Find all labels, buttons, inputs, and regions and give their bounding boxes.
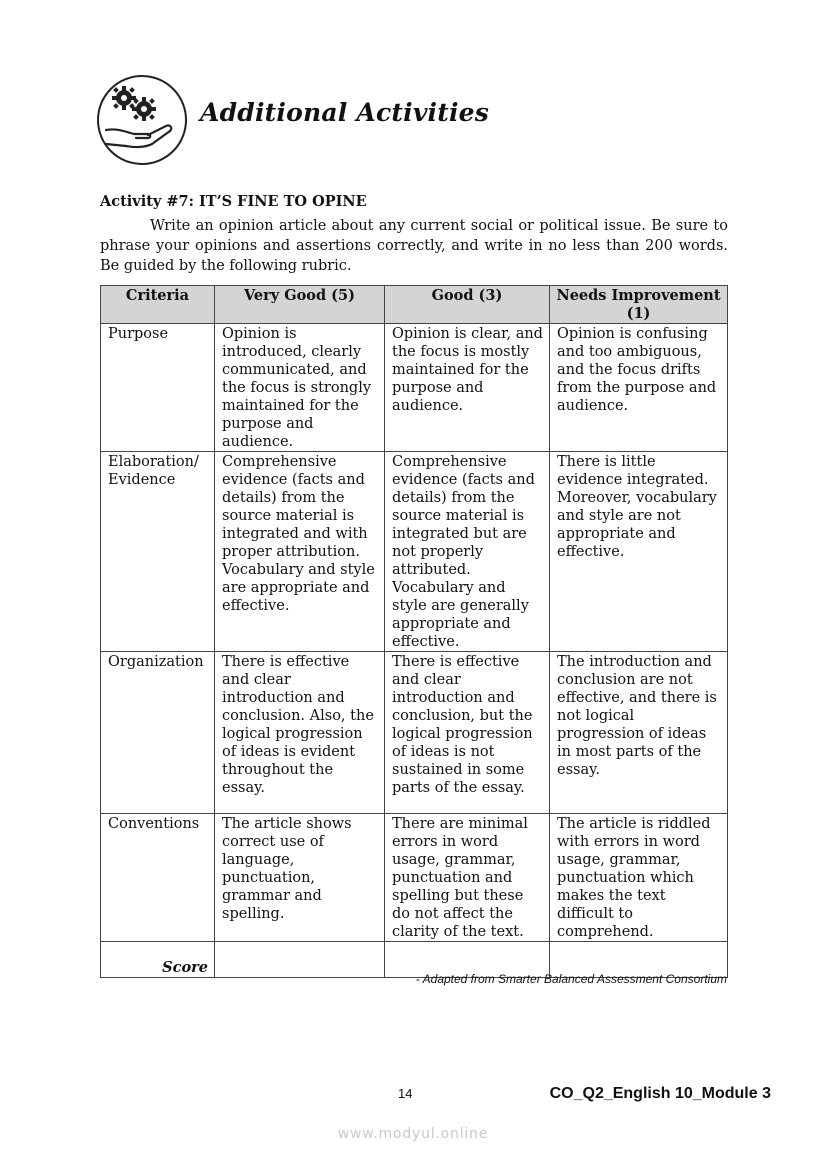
page-number: 14 — [398, 1086, 413, 1101]
activity-instructions — [100, 216, 728, 276]
very-good-cell: Opinion is introduced, clearly communicated, and the focus is strongly maintained for the purpose and audience. — [215, 324, 385, 452]
very-good-cell: There is effective and clear introduction and conclusion. Also, the logical progression of ideas is evident throughout the essay. — [215, 652, 385, 814]
rubric-table — [100, 285, 728, 978]
table-row — [101, 814, 728, 942]
score-very-good-cell[interactable] — [215, 942, 385, 978]
watermark: www.modyul.online — [337, 1126, 489, 1142]
criteria-cell: Conventions — [101, 814, 215, 942]
gears-in-hand-icon — [96, 74, 188, 166]
very-good-cell: Comprehensive evidence (facts and details) from the source material is integrated and with proper attribution. Vocabulary and style are appropriate and effective. — [215, 452, 385, 652]
header-good: Good (3) — [385, 286, 550, 324]
good-cell: There is effective and clear introduction and conclusion, but the logical progression of ideas is not sustained in some parts of the essay. — [385, 652, 550, 814]
criteria-cell: Elaboration/ Evidence — [101, 452, 215, 652]
good-cell: There are minimal errors in word usage, grammar, punctuation and spelling but these do not affect the clarity of the text. — [385, 814, 550, 942]
good-cell: Comprehensive evidence (facts and details) from the source material is integrated but are not properly attributed. Vocabulary and style are generally appropriate and effective. — [385, 452, 550, 652]
attribution: - Adapted from Smarter Balanced Assessment Consortium — [415, 972, 727, 986]
very-good-cell: The article shows correct use of language, punctuation, grammar and spelling. — [215, 814, 385, 942]
table-row — [101, 324, 728, 452]
good-cell: Opinion is clear, and the focus is mostly maintained for the purpose and audience. — [385, 324, 550, 452]
rubric-header-row — [101, 286, 728, 324]
criteria-cell: Purpose — [101, 324, 215, 452]
needs-improvement-cell: The article is riddled with errors in word usage, grammar, punctuation which makes the text difficult to comprehend. — [550, 814, 728, 942]
header-very-good: Very Good (5) — [215, 286, 385, 324]
table-row — [101, 452, 728, 652]
criteria-cell: Organization — [101, 652, 215, 814]
section-title: Additional Activities — [200, 98, 490, 127]
header-criteria: Criteria — [101, 286, 215, 324]
header-needs-improvement: Needs Improvement (1) — [550, 286, 728, 324]
module-code: CO_Q2_English 10_Module 3 — [549, 1085, 771, 1102]
needs-improvement-cell: The introduction and conclusion are not effective, and there is not logical progression of ideas in most parts of the essay. — [550, 652, 728, 814]
needs-improvement-cell: Opinion is confusing and too ambiguous, and the focus drifts from the purpose and audience. — [550, 324, 728, 452]
activity-title: Activity #7: IT’S FINE TO OPINE — [100, 193, 367, 210]
instructions-text: Write an opinion article about any current social or political issue. Be sure to phrase your opinions and assertions correctly, and write in no less than 200 words. Be guided by the following rubric. — [100, 218, 728, 274]
table-row — [101, 652, 728, 814]
score-label: Score — [101, 942, 215, 978]
needs-improvement-cell: There is little evidence integrated. Moreover, vocabulary and style are not appropriate and effective. — [550, 452, 728, 652]
